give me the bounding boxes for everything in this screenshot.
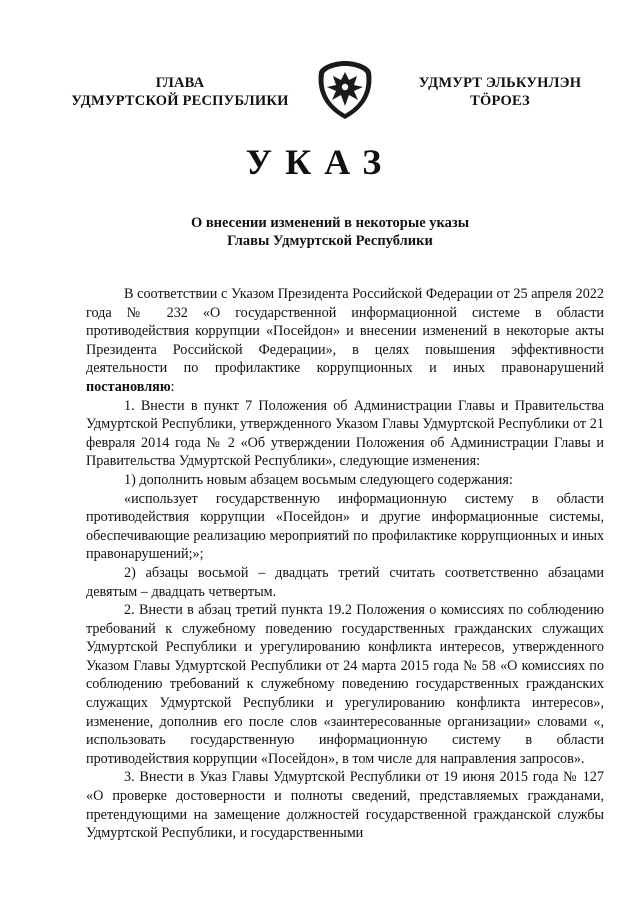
letterhead-left-line2: УДМУРТСКОЙ РЕСПУБЛИКИ — [71, 93, 289, 109]
letterhead-right-line1: УДМУРТ ЭЛЬКУНЛЭН — [418, 75, 582, 91]
preamble-keyword: постановляю — [86, 378, 171, 395]
subtitle-line1: О внесении изменений в некоторые указы — [190, 215, 470, 231]
letterhead-right — [400, 74, 600, 110]
paragraph-subitem-1: 1) дополнить новым абзацем восьмым следующего содержания: — [124, 471, 513, 488]
paragraph-item-2: 2. Внести в абзац третий пункта 19.2 Положения о комиссиях по соблюдению требований к служебному поведению государственных гражданских служащих Удмуртской Республики и урегулированию конфликта интересов, утвержденного Указом Главы Удмуртской Республики от 24 марта 2015 года № 58 «О комиссиях по соблюдению требований к служебному поведению государственных гражданских служащих Удмуртской Республики и урегулированию конфликта интересов», изменение, дополнив его после слов «заинтересованные организации» словами «, использовать государственную информационную систему в области противодействия коррупции «Посейдон», в том числе для направления запросов». — [86, 602, 604, 767]
letterhead-left-line1: ГЛАВА — [155, 75, 205, 91]
letterhead-left — [70, 74, 290, 110]
letterhead — [70, 70, 600, 122]
coat-of-arms-emblem-icon — [313, 58, 377, 122]
preamble-end: : — [170, 378, 175, 395]
paragraph-subitem-2: 2) абзацы восьмой – двадцать третий считать соответственно абзацами девятым – двадцать четвертым. — [86, 564, 604, 600]
preamble-text: В соответствии с Указом Президента Российской Федерации от 25 апреля 2022 года № 232 «О государственной информационной системе в области противодействия коррупции «Посейдон» и внесении изменений в некоторые акты Президента Российской Федерации», в целях повышения эффективности деятельности по профилактике коррупционных и иных правонарушений — [86, 286, 604, 377]
document-subtitle — [180, 214, 480, 250]
paragraph-preamble — [86, 285, 604, 397]
paragraph-quote: «использует государственную информационную систему в области противодействия коррупции «Посейдон» и другие информационные системы, обеспечивающие реализацию мероприятий по профилактике коррупционных и иных правонарушений;»; — [86, 490, 604, 563]
document-body — [86, 285, 604, 843]
letterhead-right-line2: ТӦРОЕЗ — [470, 93, 530, 109]
paragraph-item-1: 1. Внести в пункт 7 Положения об Администрации Главы и Правительства Удмуртской Республики, утвержденного Указом Главы Удмуртской Республики от 21 февраля 2014 года № 2 «Об утверждении Положения об Администрации Главы и Правительства Удмуртской Республики», следующие изменения: — [86, 397, 604, 470]
document-title: УКАЗ — [245, 142, 395, 182]
subtitle-line2: Главы Удмуртской Республики — [227, 233, 433, 249]
paragraph-item-3: 3. Внести в Указ Главы Удмуртской Республики от 19 июня 2015 года № 127 «О проверке достоверности и полноты сведений, представляемых гражданами, претендующими на замещение должностей государственной гражданской службы Удмуртской Республики, и государственными — [86, 769, 604, 842]
